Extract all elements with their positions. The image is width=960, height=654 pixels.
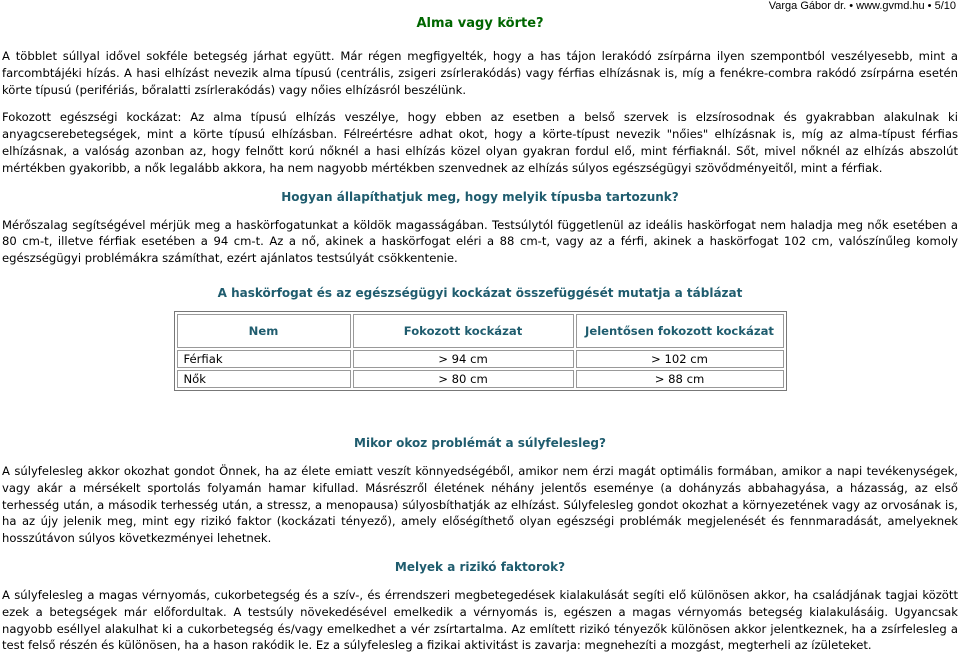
heading-risk-factors: Melyek a rizikó faktorok? (394, 559, 566, 574)
risk-table (174, 311, 787, 391)
table-header-row (177, 314, 784, 348)
table-cell: > 80 cm (353, 370, 574, 388)
table-row (177, 370, 784, 388)
table-cell: Nők (177, 370, 351, 388)
table-cell: Férfiak (177, 350, 351, 368)
heading-when-problem: Mikor okoz problémát a súlyfelesleg? (354, 435, 606, 450)
paragraph-measure: Mérőszalag segítségével mérjük meg a haskörfogatunkat a köldök magasságában. Testsúlytól függetlenül az ideális haskörfogat nem haladja meg nők esetében a 80 cm-t, illetve férfiak esetében a 94 cm-t. Az a nő, akinek a haskörfogat eléri a 88 cm-t, vagy az a férfi, akinek a haskörfogat 102 cm, valószínűleg komoly egészségügyi problémákra számíthat, ezért ajánlatos testsúlyát csökkentenie. (2, 217, 958, 266)
table-header-significant: Jelentősen fokozott kockázat (576, 314, 784, 348)
table-cell: > 94 cm (353, 350, 574, 368)
table-header-sex: Nem (177, 314, 351, 348)
table-header-increased: Fokozott kockázat (353, 314, 574, 348)
paragraph-risk: Fokozott egészségi kockázat: Az alma típusú elhízás veszélye, hogy ebben az esetben a belső szervek is elzsírosodnak és gyakrabban alakulnak ki anyagcserebetegségek, mint a körte típusú elhízásban. Félreértésre adhat okot, hogy a körte-típust nevezik "nőies" elhízásnak is, míg az alma-típust férfias elhízásnak, a valóság azonban az, hogy felnőtt korú nőknél a hasi elhízás közel olyan gyakran fordul elő, mint férfiaknál. Sőt, mivel nőknél az elhízás abszolút mértékben gyakoribb, a nők legalább akkora, ha nem nagyobb mértékben szenvednek az elhízás súlyos egészségügyi szövődményeitől, mint a férfiak. (2, 110, 958, 175)
table-cell: > 102 cm (576, 350, 784, 368)
paragraph-risk-factors: A súlyfelesleg a magas vérnyomás, cukorbetegség és a szív-, és érrendszeri megbetegedések kialakulását segíti elő különösen akkor, ha családjának tagjai között ezek a betegségek már előfordultak. A testsúly növekedésével emelkedik a vérnyomás is, egészen a magas vérnyomás betegség kialakulásáig. Ugyancsak nagyobb eséllyel alakulhat ki a cukorbetegség és/vagy emelkedhet a vér zsírtartalma. Az említett rizikó tényezők különösen akkor jelentkeznek, ha a zsírfelesleg a test felső részén és különösen, ha a hason rakódik le. Ez a súlyfelesleg a fizikai aktivitást is zavarja: megnehezíti a mozgást, megterheli az ízületeket. (2, 587, 958, 653)
heading-how-to-determine: Hogyan állapíthatjuk meg, hogy melyik típusba tartozunk? (281, 189, 679, 204)
document-body (2, 48, 958, 654)
header-author-page: Varga Gábor dr. • www.gvmd.hu • 5/10 (768, 0, 956, 12)
heading-table: A haskörfogat és az egészségügyi kockázat összefüggését mutatja a táblázat (217, 285, 743, 300)
table-cell: > 88 cm (576, 370, 784, 388)
table-row (177, 350, 784, 368)
paragraph-when-problem: A súlyfelesleg akkor okozhat gondot Önnek, ha az élete emiatt veszít könnyedségéből, amikor nem érzi magát optimális formában, amikor a napi tevékenységek, vagy akár a mérsékelt sportolás folyamán hamar kifullad. Másrészről életének néhány jelentős eseménye (a dohányzás abbahagyása, a házasság, az első terhesség után, a második terhesség után, a stressz, a menopausa) súlyosbíthatják az elhízást. Súlyfelesleg gondot okozhat a környezetének vagy az orvosának is, ha az újy jelenik meg, mint egy rizikó faktor (kockázati tényező), amely előségíthető olyan egészségi problémák megjelenését és fennmaradását, amelyeknek hosszútávon súlyos következményei lehetnek. (2, 463, 958, 546)
document-title: Alma vagy körte? (416, 16, 544, 31)
paragraph-intro: A többlet súllyal idővel sokféle betegség járhat együtt. Már régen megfigyelték, hogy a has tájon lerakódó zsírpárna ilyen szempontból veszélyesebb, mint a farcombtájéki hízás. A hasi elhízást nevezik alma típusú (centrális, zsigeri zsírlerakódás) vagy férfias elhízásnak is, míg a fenékre-combra rakódó zsírpárna esetén körte típusú (perifériás, bőralatti zsírlerakódás) vagy nőies elhízásról beszélünk. (2, 49, 958, 97)
